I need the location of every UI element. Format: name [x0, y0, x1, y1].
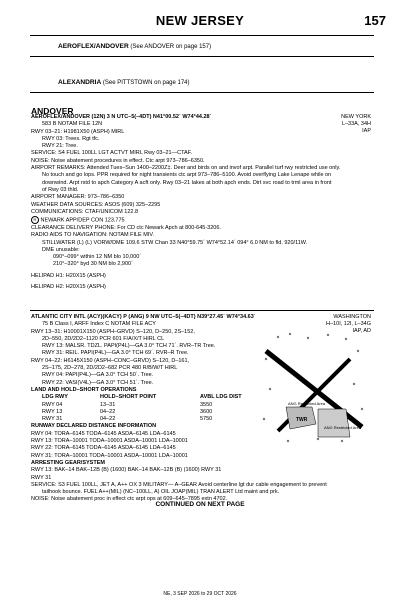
- noise-line: NOISE: Noise abatement procedures in effect. Ctc arpt 973–786–6350.: [31, 157, 205, 164]
- ang-area: [318, 409, 350, 437]
- runway-end-line: RWY 21: Tree.: [42, 143, 78, 150]
- arresting-gear-line: RWY 13: BAK–14 BAK–12B (B) (1600) BAK–14 BAK–12B (B) (1600) RWY 31: [31, 467, 222, 474]
- vor-line: DME unusable:: [42, 246, 80, 253]
- remarks-line: AIRPORT REMARKS: Attended Tues–Sun 1400–2200Z‡. Deer and birds on and invof arpt. Parallel turf rwy restricted use only.: [31, 165, 341, 172]
- cell: 3550: [200, 401, 213, 408]
- elevation-line: 583 B NOTAM FILE 12N: [42, 121, 103, 128]
- city-heading: ANDOVER: [31, 106, 74, 116]
- airport-title: ATLANTIC CITY INTL (ACY)(KACY) P (ANG) 9 NW UTC–5(–4DT) N39°27.45´ W74°34.63´: [31, 314, 256, 320]
- state-title: NEW JERSEY: [155, 13, 245, 28]
- chart-ref: IAP: [362, 128, 371, 134]
- diagram-label: ANG Restricted Area: [288, 401, 326, 406]
- runway-end-line: RWY 13: MALSR. TDZL. PAPI(P4L)—GA 3.0° TCH 71´. RVR–TR Tree.: [42, 343, 216, 350]
- declared-distance-row: RWY 31: TORA–10001 TODA–10001 ASDA–10001 LDA–10001: [31, 452, 188, 459]
- remarks-line: of Rwy 03 thld.: [42, 186, 79, 193]
- runway-end-line: RWY 04: PAPI(P4L)—GA 3.0° TCH 50´. Tree.: [42, 372, 154, 379]
- runway-line: RWY 03–21: H1981X50 (ASPH) MIRL: [31, 128, 125, 135]
- divider: [30, 310, 374, 311]
- runway-end-line: RWY 03: Trees. Rgt tfc.: [42, 135, 100, 142]
- col-head: AVBL LDG DIST: [200, 394, 242, 401]
- arresting-gear-title: ARRESTING GEAR/SYSTEM: [31, 459, 105, 466]
- helipad-line: HELIPAD H2: H20X15 (ASPH): [31, 283, 106, 290]
- noise-line: NOISE: Noise abatement proc in effect ctc arpt ops at 609–645–7895 extn 4702.: [31, 496, 228, 503]
- runway-line: 2S–175, 2D–278, 2D/2D2–682 PCR 480 R/B/W/T HIRL: [42, 365, 178, 372]
- divider: [30, 92, 374, 93]
- page-header: [0, 0, 400, 34]
- r-circle-icon: R: [31, 216, 39, 224]
- chart-ref: NEW YORK: [341, 114, 371, 120]
- xref-text[interactable]: (See ANDOVER on page 157): [130, 44, 212, 50]
- lahso-title: LAND AND HOLD–SHORT OPERATIONS: [31, 386, 137, 393]
- chart-ref: H–10I, 12I, L–34G: [326, 321, 371, 327]
- weather-line: WEATHER DATA SOURCES: ASOS (609) 325–2295: [31, 201, 161, 208]
- page-number: 157: [364, 13, 386, 28]
- chart-ref: L–33A, 34H: [341, 121, 371, 127]
- xref-name: ALEXANDRIA: [58, 79, 102, 86]
- diagram-label: TWR: [296, 417, 308, 423]
- diagram-label: ANG Restricted Area: [324, 425, 362, 430]
- cell: RWY 13: [42, 408, 63, 415]
- cell: 5750: [200, 416, 213, 423]
- xref-name: AEROFLEX/ANDOVER: [58, 43, 129, 50]
- cell: RWY 31: [42, 416, 63, 423]
- airport-title: AEROFLEX/ANDOVER (12N) 3 N UTC–5(–4DT) N41°00.52´ W74°44.28´: [31, 114, 212, 120]
- declared-distance-row: RWY 22: TORA–6145 TODA–6145 ASDA–6145 LDA–6145: [31, 445, 176, 452]
- approach-line: NEWARK APP/DEP CON 123.775: [40, 217, 125, 224]
- elevation-line: 75 B Class I, ARFF Index C NOTAM FILE ACY: [42, 321, 156, 328]
- chart-ref: WASHINGTON: [333, 314, 371, 320]
- aeroflex-entry: [31, 114, 371, 291]
- comm-line: COMMUNICATIONS: CTAF/UNICOM 122.8: [31, 208, 139, 215]
- helipad-line: HELIPAD H1: H20X15 (ASPH): [31, 272, 106, 279]
- cell: RWY 04: [42, 401, 63, 408]
- declared-distance-row: RWY 04: TORA–6145 TODA–6145 ASDA–6145 LDA–6145: [31, 430, 176, 437]
- declared-distance-row: RWY 13: TORA–10001 TODA–10001 ASDA–10001 LDA–10001: [31, 438, 188, 445]
- service-line: SERVICE: S4 FUEL 100LL LGT ACTVT MIRL Rwy 03–21—CTAF.: [31, 150, 192, 157]
- clearance-line: CLEARANCE DELIVERY PHONE: For CD ctc Newark Apch at 800-645-3206.: [31, 224, 221, 231]
- manager-line: AIRPORT MANAGER: 973–786–6350: [31, 194, 125, 201]
- cell: 13–31: [100, 401, 116, 408]
- vor-line: 210°–320° byd 30 NM blo 2,900´: [53, 261, 133, 268]
- header-rule: [30, 35, 374, 36]
- cell: 3600: [200, 408, 213, 415]
- navaid-line: RADIO AIDS TO NAVIGATION: NOTAM FILE MIV.: [31, 232, 155, 239]
- arresting-gear-line: RWY 31: [31, 474, 52, 481]
- runway-line: RWY 04–22: H6145X150 (ASPH–CONC–GRVD) S–120, D–161,: [31, 357, 190, 364]
- col-head: HOLD–SHORT POINT: [100, 394, 157, 401]
- service-line: SERVICE: S3 FUEL 100LL, JET A, A++ OX 3 MILITARY— A–GEAR Avoid centerline lgt dur cable engagement to prevent: [31, 481, 327, 488]
- vor-line: 090°–099° within 12 NM blo 10,000´: [53, 254, 142, 261]
- remarks-line: No touch and go lops. PPR required for night transients ctc arpt 973–786–5100. Avoid overflying Lake Lenape while on: [42, 172, 332, 179]
- runway-end-line: RWY 31: REIL. PAPI(P4L)—GA 3.0° TCH 69´. RVR–R Tree.: [42, 350, 189, 357]
- declared-distance-title: RUNWAY DECLARED DISTANCE INFORMATION: [31, 423, 157, 430]
- runway-line: 2D–550, 2D/2D2–1120 PCR 601 F/A/X/T HIRL CL: [42, 335, 165, 342]
- xref-alexandria: [58, 79, 190, 86]
- footer-dates: NE, 3 SEP 2026 to 29 OCT 2026: [163, 591, 237, 597]
- continued-note: CONTINUED ON NEXT PAGE: [155, 501, 245, 508]
- chart-ref: IAP, AD: [352, 328, 371, 334]
- col-head: LDG RWY: [42, 394, 68, 401]
- runway-end-line: RWY 22: VASI(V4L)—GA 3.0° TCH 51´. Tree.: [42, 379, 154, 386]
- xref-text[interactable]: (See PITTSTOWN on page 174): [102, 80, 190, 86]
- runway-line: RWY 13–31: H10001X150 (ASPH–GRVD) S–120, D–250, 2S–152,: [31, 328, 195, 335]
- xref-aeroflex: [58, 43, 211, 50]
- divider: [30, 56, 374, 57]
- cell: 04–22: [100, 408, 116, 415]
- service-line: tailhook bounce. FUEL A++(MIL) (NC–100LL, A) OIL JOAP(MIL) TRAN ALERT Ltd maint and prk.: [42, 489, 280, 496]
- vor-line: STILLWATER (L) (L) VORW/DME 109.6 STW Chan 33 N40°59.75´ W74°52.14´ 094° 6.0 NM to fld. 920/11W.: [42, 239, 308, 246]
- remarks-line: downwind. Arpt rstd to apch Category A acft only. Rwy 03–21 lakes at both apch ends. Dirt svc road to trml area in front: [42, 179, 332, 186]
- airport-diagram: [258, 329, 370, 449]
- cell: 04–22: [100, 416, 116, 423]
